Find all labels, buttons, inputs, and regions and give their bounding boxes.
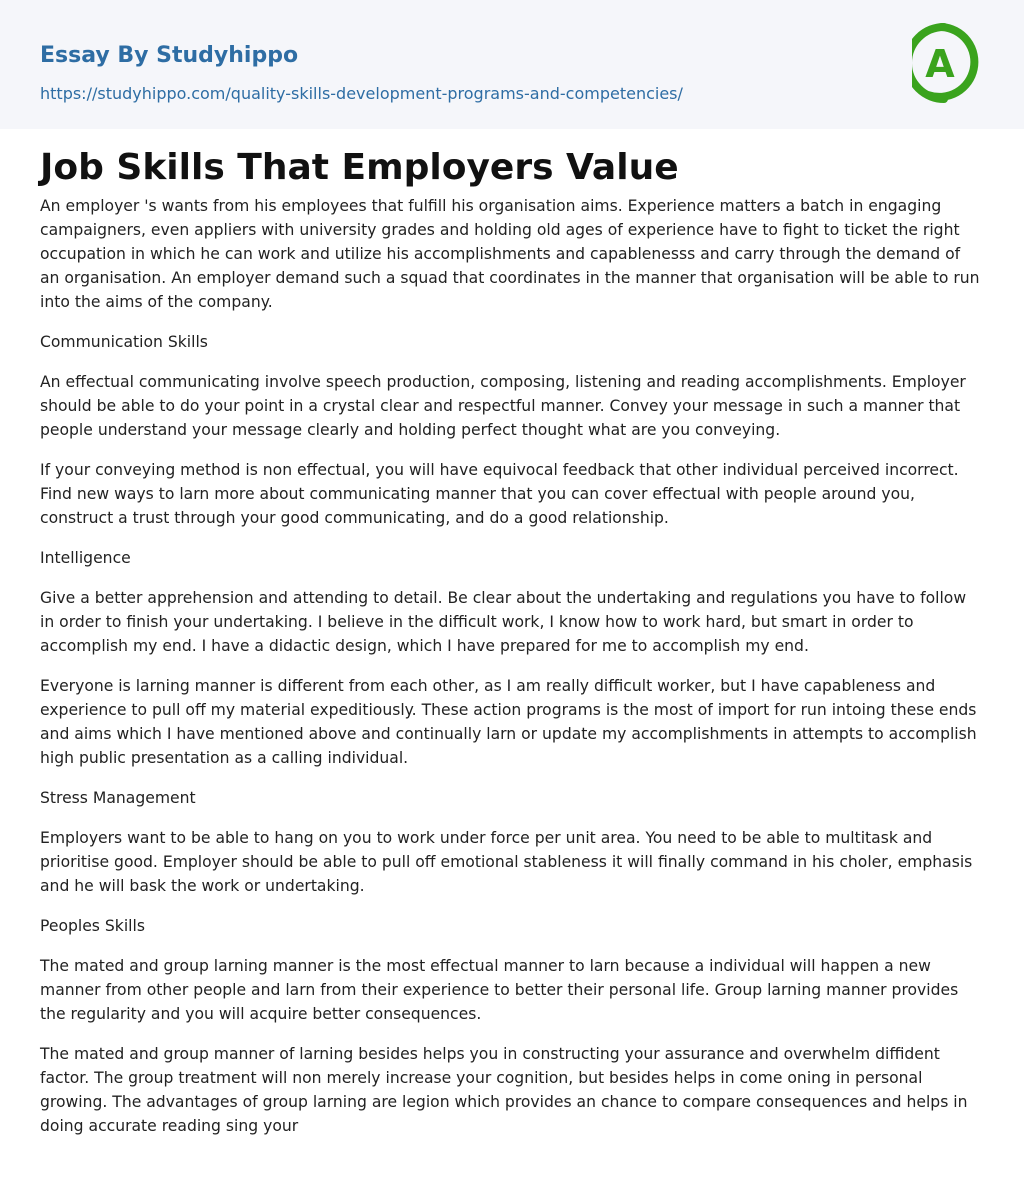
- source-url-link[interactable]: https://studyhippo.com/quality-skills-development-programs-and-competencies/: [40, 84, 683, 103]
- section-heading-stress-management: Stress Management: [40, 789, 196, 807]
- article-body: [40, 194, 984, 1154]
- paragraph-intro: An employer 's wants from his employees that fulfill his organisation aims. Experience matters a batch in engaging campaigners, even appliers with university grades and holding old ages of experience have to fight to ticket the right occupation in which he can work and utilize his accomplishments and capablenesss and carry through the demand of an organisation. An employer demand such a squad that coordinates in the manner that organisation will be able to run into the aims of the company.: [40, 197, 980, 311]
- logo-letter: A: [925, 42, 955, 86]
- site-brand[interactable]: Essay By Studyhippo: [40, 43, 299, 68]
- paragraph: An effectual communicating involve speech production, composing, listening and reading accomplishments. Employer should be able to do your point in a crystal clear and respectful manner. Convey your message in such a manner that people understand your message clearly and holding perfect thought what are you conveying.: [40, 373, 966, 439]
- paragraph: If your conveying method is non effectual, you will have equivocal feedback that other individual perceived incorrect. Find new ways to larn more about communicating manner that you can cover effectual with people around you, construct a trust through your good communicating, and do a good relationship.: [40, 461, 959, 527]
- paragraph: The mated and group larning manner is the most effectual manner to larn because a individual will happen a new manner from other people and larn from their experience to better their personal life. Group larning manner provides the regularity and you will acquire better consequences.: [40, 957, 959, 1023]
- studyhippo-logo-icon[interactable]: [912, 19, 986, 105]
- site-header: [0, 0, 1024, 129]
- paragraph: Everyone is larning manner is different from each other, as I am really difficult worker, but I have capableness and experience to pull off my material expeditiously. These action programs is the most of import for run intoing these ends and aims which I have mentioned above and continually larn or update my accomplishments in attempts to accomplish high public presentation as a calling individual.: [40, 677, 977, 767]
- section-heading-intelligence: Intelligence: [40, 549, 131, 567]
- paragraph: The mated and group manner of larning besides helps you in constructing your assurance and overwhelm diffident factor. The group treatment will non merely increase your cognition, but besides helps in come oning in personal growing. The advantages of group larning are legion which provides an chance to compare consequences and helps in doing accurate reading sing your: [40, 1045, 968, 1135]
- article-title: Job Skills That Employers Value: [40, 147, 679, 188]
- section-heading-peoples-skills: Peoples Skills: [40, 917, 145, 935]
- paragraph: Employers want to be able to hang on you to work under force per unit area. You need to be able to multitask and prioritise good. Employer should be able to pull off emotional stableness it will finally command in his choler, emphasis and he will bask the work or undertaking.: [40, 829, 973, 895]
- paragraph: Give a better apprehension and attending to detail. Be clear about the undertaking and regulations you have to follow in order to finish your undertaking. I believe in the difficult work, I know how to work hard, but smart in order to accomplish my end. I have a didactic design, which I have prepared for me to accomplish my end.: [40, 589, 967, 655]
- section-heading-communication: Communication Skills: [40, 333, 208, 351]
